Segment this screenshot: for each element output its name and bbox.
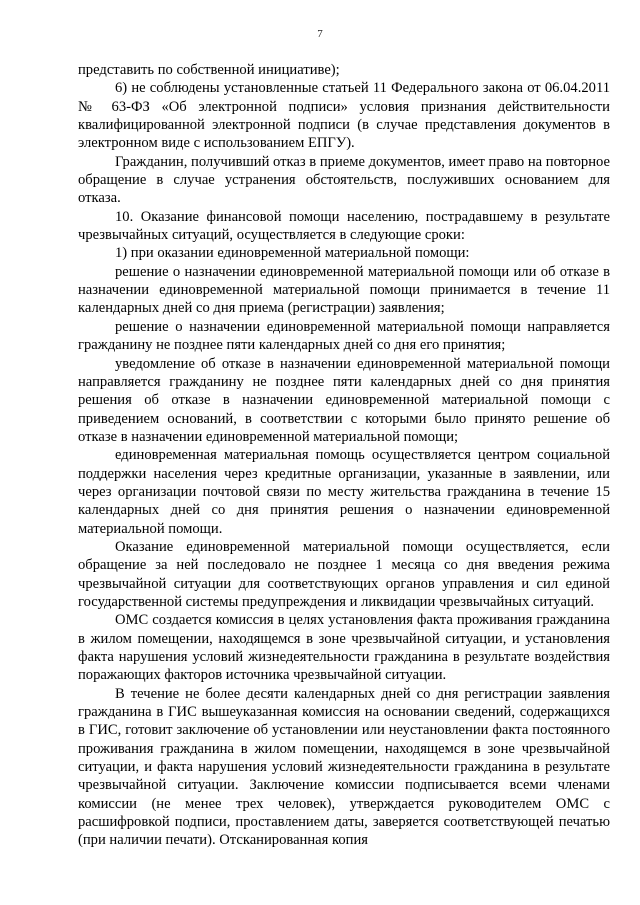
- paragraph: 1) при оказании единовременной материальной помощи:: [115, 245, 470, 262]
- paragraph: решение о назначении единовременной материальной помощи направляется гражданину не позднее пяти календарных дней со дня его принятия;: [78, 318, 610, 354]
- paragraph: решение о назначении единовременной материальной помощи или об отказе в назначении единовременной материальной помощи принимается в течение 11 календарных дней со дня приема (регистрации) заявления;: [78, 263, 610, 317]
- paragraph: уведомление об отказе в назначении единовременной материальной помощи направляется гражданину не позднее пяти календарных дней со дня принятия решения об отказе в назначении единовременной материальной помощи с приведением оснований, в соответствии с которыми было принято решение об отказе в назначении единовременной материальной помощи;: [78, 355, 610, 445]
- paragraph: В течение не более десяти календарных дней со дня регистрации заявления гражданина в ГИС вышеуказанная комиссия на основании сведений, содержащихся в ГИС, готовит заключение об установлении или неустановлении факта постоянного проживания гражданина в жилом помещении, находящемся в зоне чрезвычайной ситуации, и факта нарушения условий жизнедеятельности гражданина в результате чрезвычайной ситуации. Заключение комиссии подписывается всеми членами комиссии (не менее трех человек), утверждается руководителем ОМС с расшифровкой подписи, проставлением даты, заверяется соответствующей печатью (при наличии печати). Отсканированная копия: [78, 685, 610, 849]
- page-number: 7: [317, 28, 323, 40]
- paragraph: Оказание единовременной материальной помощи осуществляется, если обращение за ней последовало не позднее 1 месяца со дня введения режима чрезвычайной ситуации для соответствующих органов управления и сил единой государственной системы предупреждения и ликвидации чрезвычайных ситуаций.: [78, 538, 610, 610]
- document-body: [78, 61, 610, 850]
- paragraph: единовременная материальная помощь осуществляется центром социальной поддержки населения через кредитные организации, указанные в заявлении, или через организации почтовой связи по месту жительства гражданина в течение 15 календарных дней со дня принятия решения о назначении единовременной материальной помощи.: [78, 447, 610, 537]
- paragraph: 10. Оказание финансовой помощи населению, пострадавшему в результате чрезвычайных ситуаций, осуществляется в следующие сроки:: [78, 208, 610, 244]
- paragraph: Гражданин, получивший отказ в приеме документов, имеет право на повторное обращение в случае устранения обстоятельств, послуживших основанием для отказа.: [78, 153, 610, 207]
- paragraph: 6) не соблюдены установленные статьей 11 Федерального закона от 06.04.2011 № 63-ФЗ «Об электронной подписи» условия признания действительности квалифицированной электронной подписи (в случае представления документов в электронном виде с использованием ЕПГУ).: [78, 80, 610, 152]
- paragraph: ОМС создается комиссия в целях установления факта проживания гражданина в жилом помещении, находящемся в зоне чрезвычайной ситуации, и установления факта нарушения условий жизнедеятельности гражданина в результате воздействия поражающих факторов источника чрезвычайной ситуации.: [78, 612, 610, 684]
- paragraph: представить по собственной инициативе);: [78, 62, 340, 78]
